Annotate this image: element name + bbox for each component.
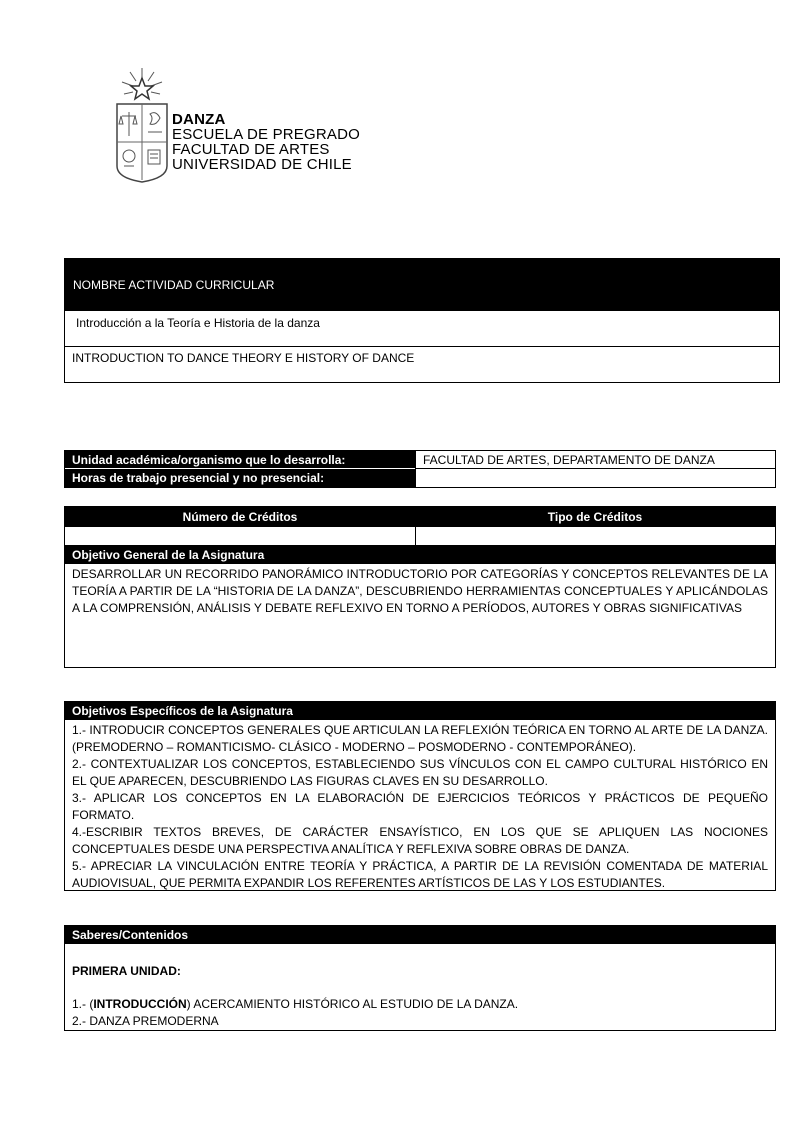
specific-objective-item: 1.- INTRODUCIR CONCEPTOS GENERALES QUE ARTICULAN LA REFLEXIÓN TEÓRICA EN TORNO AL ARTE DE LA DANZA. (PREMODERNO – ROMANTICISMO- CLÁSICO - MODERNO – POSMODERNO - CONTEMPORÁNEO). (72, 723, 768, 754)
credits-objective-table (64, 506, 776, 668)
contents-unit-title: PRIMERA UNIDAD: (72, 964, 181, 978)
contents-table (64, 925, 776, 1031)
unit-label: Unidad académica/organismo que lo desarrolla: (65, 451, 415, 469)
general-objective-text: DESARROLLAR UN RECORRIDO PANORÁMICO INTRODUCTORIO POR CATEGORÍAS Y CONCEPTOS RELEVANTES DE LA TEORÍA A PARTIR DE LA “HISTORIA DE LA DANZA”, DESCUBRIENDO HERRAMIENTAS CONCEPTUALES Y APLICÁNDOLAS A LA COMPRENSIÓN, ANÁLISIS Y DEBATE REFLEXIVO EN TORNO A PERÍODOS, AUTORES Y OBRAS SIGNIFICATIVAS (72, 567, 768, 615)
logo-line-universidad: UNIVERSIDAD DE CHILE (172, 156, 352, 173)
contents-header: Saberes/Contenidos (65, 926, 775, 944)
university-crest-icon (112, 66, 172, 184)
specific-objectives-header: Objetivos Específicos de la Asignatura (65, 702, 775, 720)
general-objective-header: Objetivo General de la Asignatura (65, 546, 775, 564)
logo-line-danza: DANZA (172, 111, 226, 128)
hours-value (415, 469, 775, 487)
contents-item-1-prefix: 1.- ( (72, 997, 94, 1011)
contents-item-1 (72, 997, 518, 1011)
specific-objective-item: 4.-ESCRIBIR TEXTOS BREVES, DE CARÁCTER ENSAYÍSTICO, EN LOS QUE SE APLIQUEN LAS NOCIONES CONCEPTUALES DESDE UNA PERSPECTIVA ANALÍTICA Y REFLEXIVA SOBRE OBRAS DE DANZA. (72, 825, 768, 856)
specific-objective-item: 3.- APLICAR LOS CONCEPTOS EN LA ELABORACIÓN DE EJERCICIOS TEÓRICOS Y PRÁCTICOS DE PEQUEÑO FORMATO. (72, 791, 768, 822)
logo-line-escuela: ESCUELA DE PREGRADO (172, 126, 361, 143)
contents-item-2: 2.- DANZA PREMODERNA (72, 1014, 219, 1028)
activity-name-header: NOMBRE ACTIVIDAD CURRICULAR (65, 259, 779, 311)
logo-text (172, 112, 360, 172)
contents-item-1-rest: ) ACERCAMIENTO HISTÓRICO AL ESTUDIO DE LA DANZA. (186, 997, 519, 1011)
unit-table (64, 450, 776, 488)
unit-value: FACULTAD DE ARTES, DEPARTAMENTO DE DANZA (415, 451, 775, 469)
specific-objectives-list (65, 720, 775, 892)
specific-objective-item: 2.- CONTEXTUALIZAR LOS CONCEPTOS, ESTABLECIENDO SUS VÍNCULOS CON EL CAMPO CULTURAL HISTÓRICO EN EL QUE APARECEN, DESCUBRIENDO LAS FIGURAS CLAVES EN SU DESARROLLO. (72, 757, 768, 788)
credits-number-value (65, 527, 415, 546)
specific-objectives-table (64, 701, 776, 891)
activity-name-table (64, 258, 780, 383)
credits-number-header: Número de Créditos (65, 507, 415, 527)
activity-name-es: Introducción a la Teoría e Historia de la danza (65, 311, 779, 347)
activity-name-en: INTRODUCTION TO DANCE THEORY E HISTORY OF DANCE (72, 351, 415, 365)
credits-type-value (415, 527, 775, 546)
logo-line-facultad: FACULTAD DE ARTES (172, 141, 330, 158)
credits-type-header: Tipo de Créditos (415, 507, 775, 527)
hours-label: Horas de trabajo presencial y no presencial: (65, 469, 415, 487)
contents-item-1-bold: INTRODUCCIÓN (93, 997, 187, 1011)
specific-objective-item: 5.- APRECIAR LA VINCULACIÓN ENTRE TEORÍA Y PRÁCTICA, A PARTIR DE LA REVISIÓN COMENTADA DE MATERIAL AUDIOVISUAL, QUE PERMITA EXPANDIR LOS REFERENTES ARTÍSTICOS DE LAS Y LOS ESTUDIANTES. (72, 859, 768, 890)
